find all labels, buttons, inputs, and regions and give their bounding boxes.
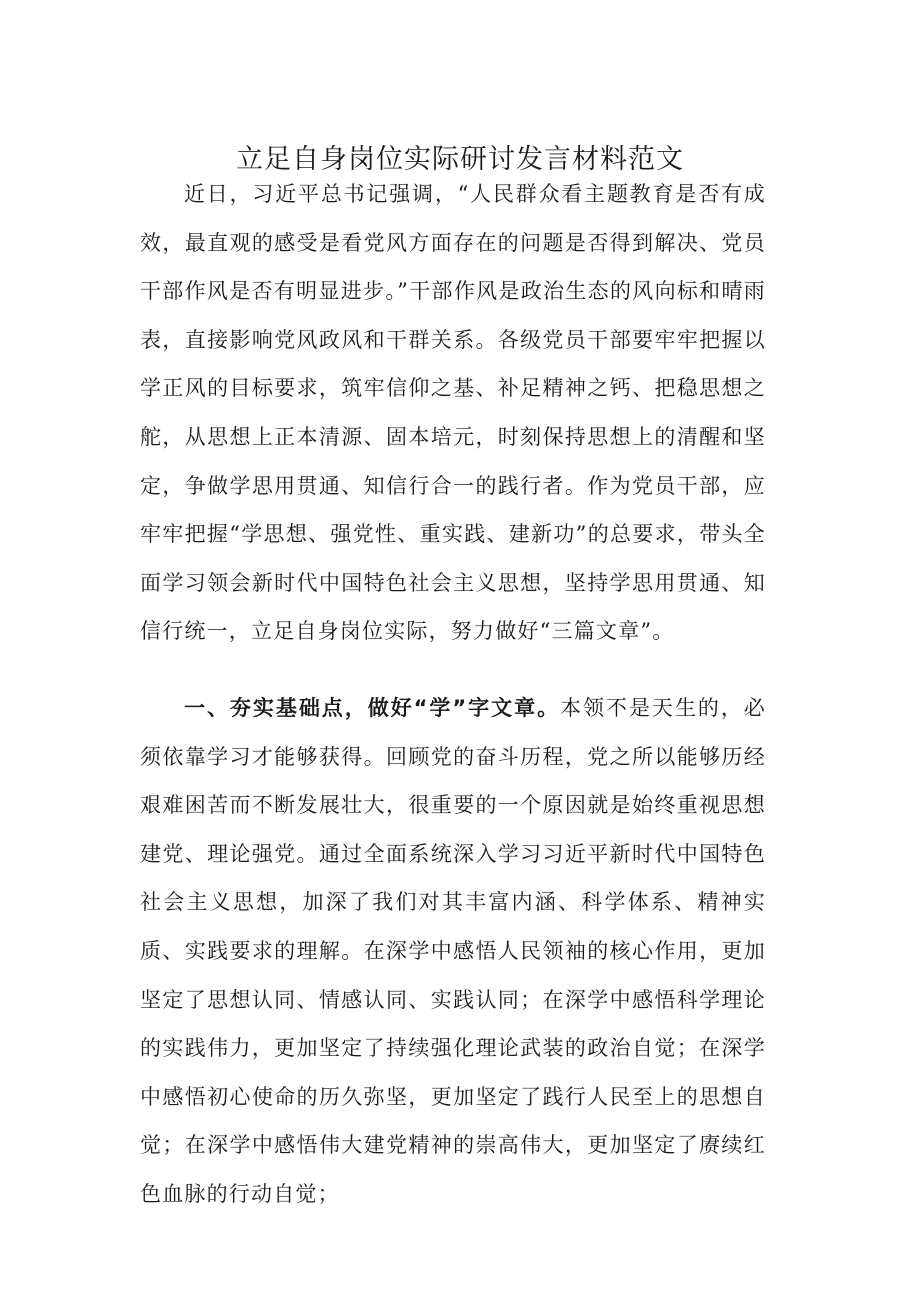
document-title: 立足自身岗位实际研讨发言材料范文: [236, 144, 684, 175]
section-one-heading: 一、夯实基础点，做好“学”字文章。: [184, 696, 561, 720]
section-one-text: 本领不是天生的，必须依靠学习才能够获得。回顾党的奋斗历程，党之所以能够历经艰难困苦而不断发展壮大，很重要的一个原因就是始终重视思想建党、理论强党。通过全面系统深入学习习近平新时代中国特色社会主义思想，加深了我们对其丰富内涵、科学体系、精神实质、实践要求的理解。在深学中感悟人民领袖的核心作用，更加坚定了思想认同、情感认同、实践认同；在深学中感悟科学理论的实践伟力，更加坚定了持续强化理论武装的政治自觉；在深学中感悟初心使命的历久弥坚，更加坚定了践行人民至上的思想自觉；在深学中感悟伟大建党精神的崇高伟大，更加坚定了赓续红色血脉的行动自觉；: [140, 696, 766, 1206]
paragraph-intro-text: 近日，习近平总书记强调，“人民群众看主题教育是否有成效，最直观的感受是看党风方面存在的问题是否得到解决、党员干部作风是否有明显进步。”干部作风是政治生态的风向标和晴雨表，直接影响党风政风和干群关系。各级党员干部要牢牢把握以学正风的目标要求，筑牢信仰之基、补足精神之钙、把稳思想之舵，从思想上正本清源、固本培元，时刻保持思想上的清醒和坚定，争做学思用贯通、知信行合一的践行者。作为党员干部，应牢牢把握“学思想、强党性、重实践、建新功”的总要求，带头全面学习领会新时代中国特色社会主义思想，坚持学思用贯通、知信行统一，立足自身岗位实际，努力做好“三篇文章”。: [140, 182, 766, 644]
paragraph-section-one: [140, 684, 766, 1219]
paragraph-intro: [140, 170, 766, 656]
